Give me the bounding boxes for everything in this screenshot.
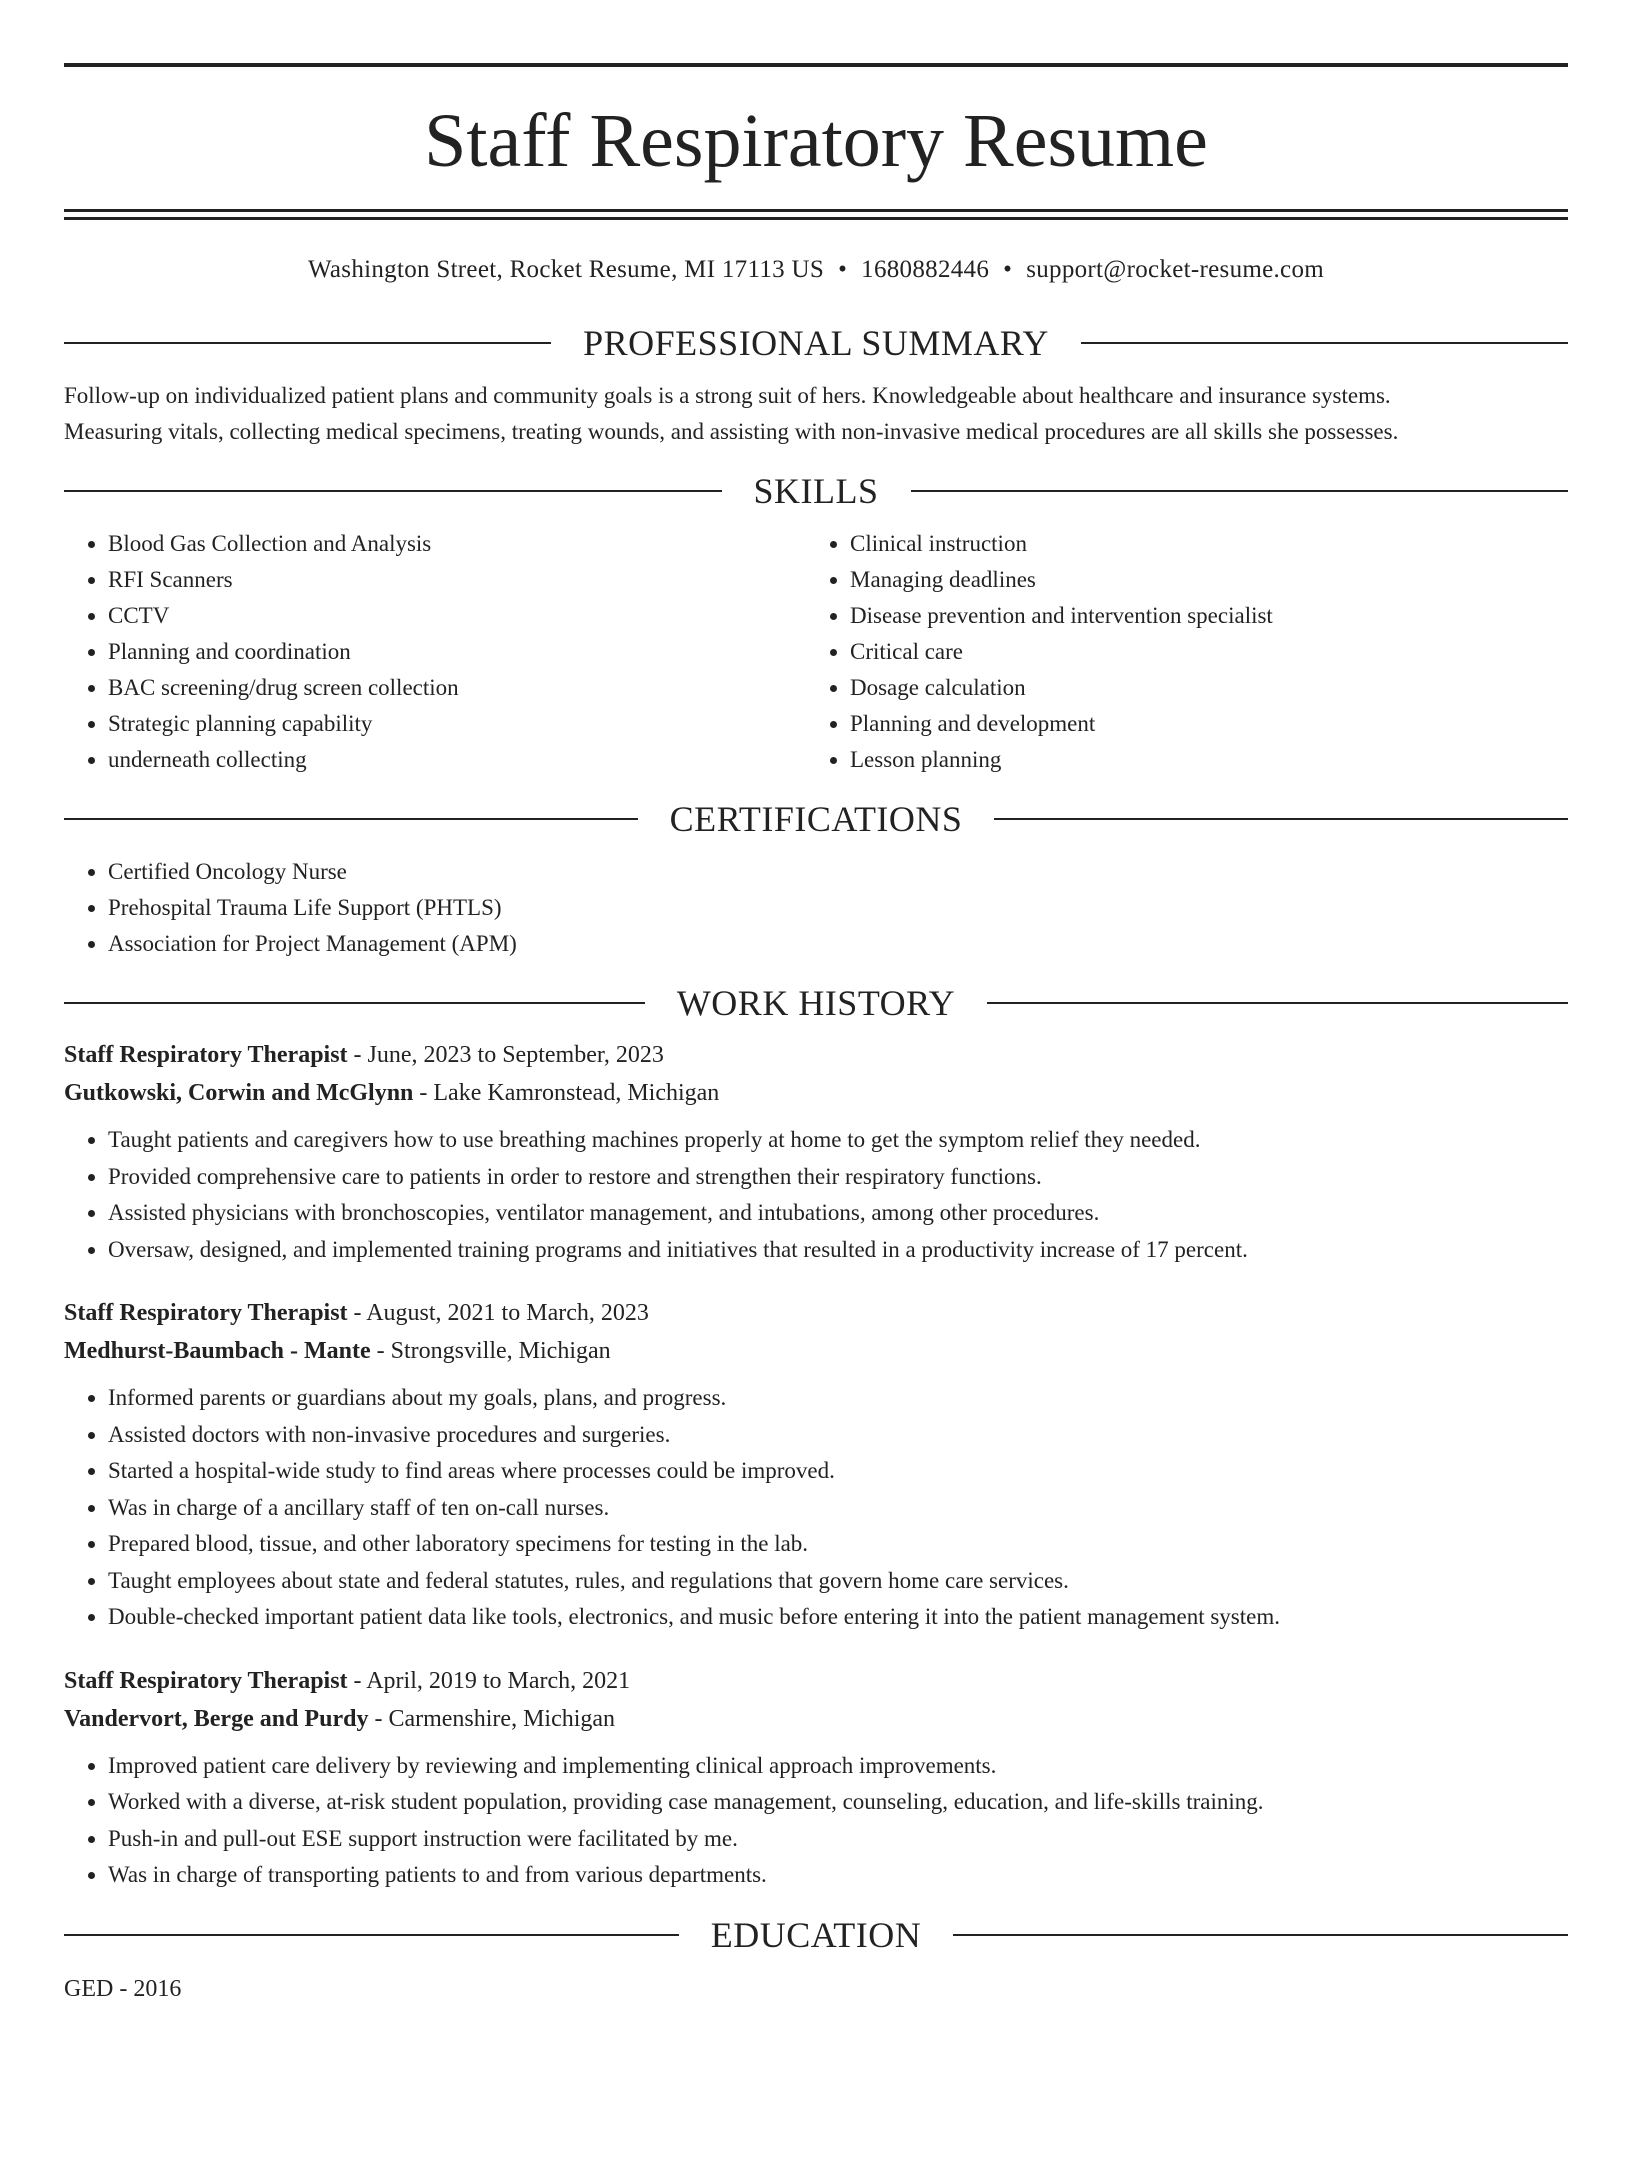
job-bullet: • Was in charge of transporting patients to and from various departments. (108, 1857, 1568, 1894)
job-entry (64, 1662, 1568, 1894)
section-header-work-history (64, 982, 1568, 1024)
summary-line: Follow-up on individualized patient plans and community goals is a strong suit of hers. Knowledgeable about healthcare and insurance systems. (64, 383, 1391, 408)
education-entry: GED - 2016 (64, 1975, 182, 2002)
skill-item: • BAC screening/drug screen collection (108, 670, 806, 706)
job-company-line (64, 1332, 1568, 1370)
job-bullet: • Double-checked important patient data like tools, electronics, and music before entering it into the patient management system. (108, 1599, 1568, 1636)
skill-item: • Blood Gas Collection and Analysis (108, 526, 806, 562)
section-rule-right (994, 818, 1568, 820)
job-bullet: • Provided comprehensive care to patients in order to restore and strengthen their respiratory functions. (108, 1159, 1568, 1196)
job-title-line (64, 1662, 1568, 1700)
job-location: - Strongsville, Michigan (370, 1338, 611, 1364)
section-header-summary (64, 322, 1568, 364)
job-bullets (64, 1380, 1568, 1636)
job-bullet: • Taught employees about state and federal statutes, rules, and regulations that govern home care services. (108, 1563, 1568, 1600)
section-title-education: EDUCATION (710, 1914, 922, 1955)
job-company: Vandervort, Berge and Purdy (64, 1705, 369, 1732)
section-rule-right (911, 490, 1569, 492)
job-bullet: • Push-in and pull-out ESE support instruction were facilitated by me. (108, 1821, 1568, 1858)
job-bullet: • Taught patients and caregivers how to use breathing machines properly at home to get the symptom relief they needed. (108, 1122, 1568, 1159)
skill-item: • Managing deadlines (850, 562, 1548, 598)
job-entry (64, 1036, 1568, 1268)
certification-item: • Prehospital Trauma Life Support (PHTLS) (108, 890, 1568, 926)
job-location: - Lake Kamronstead, Michigan (413, 1080, 720, 1106)
skill-item: • Disease prevention and intervention specialist (850, 598, 1548, 634)
summary-text (64, 378, 1568, 450)
summary-line: Measuring vitals, collecting medical specimens, treating wounds, and assisting with non-invasive medical procedures are all skills she possesses. (64, 419, 1399, 444)
job-bullet: • Improved patient care delivery by reviewing and implementing clinical approach improvements. (108, 1748, 1568, 1785)
skills-list (64, 526, 1568, 778)
job-bullet: • Started a hospital-wide study to find areas where processes could be improved. (108, 1453, 1568, 1490)
contact-line (64, 256, 1568, 284)
job-title-line (64, 1036, 1568, 1074)
section-title-work-history: WORK HISTORY (676, 983, 956, 1023)
section-rule-right (1081, 342, 1568, 344)
contact-separator: • (838, 256, 848, 283)
certifications-list (64, 854, 1568, 962)
job-bullets (64, 1122, 1568, 1268)
job-company: Gutkowski, Corwin and McGlynn (64, 1080, 414, 1106)
job-bullet: • Prepared blood, tissue, and other laboratory specimens for testing in the lab. (108, 1526, 1568, 1563)
job-title-line (64, 1294, 1568, 1332)
contact-address: Washington Street, Rocket Resume, MI 17113 US (308, 256, 825, 283)
skill-item: • CCTV (108, 598, 806, 634)
section-rule-left (64, 818, 638, 820)
contact-separator: • (1003, 256, 1013, 283)
certification-item: • Certified Oncology Nurse (108, 854, 1568, 890)
section-title-skills: SKILLS (753, 471, 879, 511)
skill-item: • Planning and development (850, 706, 1548, 742)
section-header-skills (64, 470, 1568, 512)
skill-item: • Strategic planning capability (108, 706, 806, 742)
section-title-certifications: CERTIFICATIONS (669, 799, 963, 839)
job-company-line (64, 1074, 1568, 1112)
skill-item: • Lesson planning (850, 742, 1548, 778)
contact-email[interactable]: support@rocket-resume.com (1026, 256, 1324, 283)
job-entry (64, 1294, 1568, 1636)
job-bullet: • Informed parents or guardians about my goals, plans, and progress. (108, 1380, 1568, 1417)
job-title: Staff Respiratory Therapist (64, 1667, 348, 1694)
skill-item: • Critical care (850, 634, 1548, 670)
job-bullet: • Assisted physicians with bronchoscopies, ventilator management, and intubations, among other procedures. (108, 1195, 1568, 1232)
job-bullet: • Was in charge of a ancillary staff of ten on-call nurses. (108, 1490, 1568, 1527)
skill-item: • underneath collecting (108, 742, 806, 778)
skills-column-left (64, 526, 806, 778)
job-location: - Carmenshire, Michigan (368, 1705, 616, 1732)
job-dates: - June, 2023 to September, 2023 (347, 1042, 664, 1068)
job-bullet: • Assisted doctors with non-invasive procedures and surgeries. (108, 1417, 1568, 1454)
resume-page (0, 63, 1632, 2175)
skill-item: • Clinical instruction (850, 526, 1548, 562)
job-company-line (64, 1700, 1568, 1738)
job-dates: - August, 2021 to March, 2023 (347, 1300, 649, 1326)
job-bullet: • Oversaw, designed, and implemented training programs and initiatives that resulted in a productivity increase of 17 percent. (108, 1232, 1568, 1269)
certification-item: • Association for Project Management (APM) (108, 926, 1568, 962)
job-title: Staff Respiratory Therapist (64, 1042, 348, 1068)
top-rule (64, 63, 1568, 67)
job-title: Staff Respiratory Therapist (64, 1300, 348, 1326)
section-rule-left (64, 1002, 645, 1004)
section-header-education (64, 1914, 1568, 1956)
section-rule-left (64, 1934, 679, 1936)
job-bullet: • Worked with a diverse, at-risk student population, providing case management, counseling, education, and life-skills training. (108, 1784, 1568, 1821)
section-header-certifications (64, 798, 1568, 840)
section-rule-left (64, 342, 551, 344)
resume-title: Staff Respiratory Resume (424, 99, 1208, 183)
section-rule-left (64, 490, 722, 492)
job-company: Medhurst-Baumbach - Mante (64, 1338, 371, 1364)
skill-item: • Planning and coordination (108, 634, 806, 670)
job-bullets (64, 1748, 1568, 1894)
job-dates: - April, 2019 to March, 2021 (347, 1667, 631, 1694)
contact-phone: 1680882446 (861, 256, 990, 283)
section-rule-right (987, 1002, 1568, 1004)
skill-item: • Dosage calculation (850, 670, 1548, 706)
skills-column-right (806, 526, 1548, 778)
title-double-rule (64, 209, 1568, 220)
skill-item: • RFI Scanners (108, 562, 806, 598)
section-rule-right (953, 1934, 1568, 1936)
section-title-summary: PROFESSIONAL SUMMARY (583, 323, 1049, 363)
